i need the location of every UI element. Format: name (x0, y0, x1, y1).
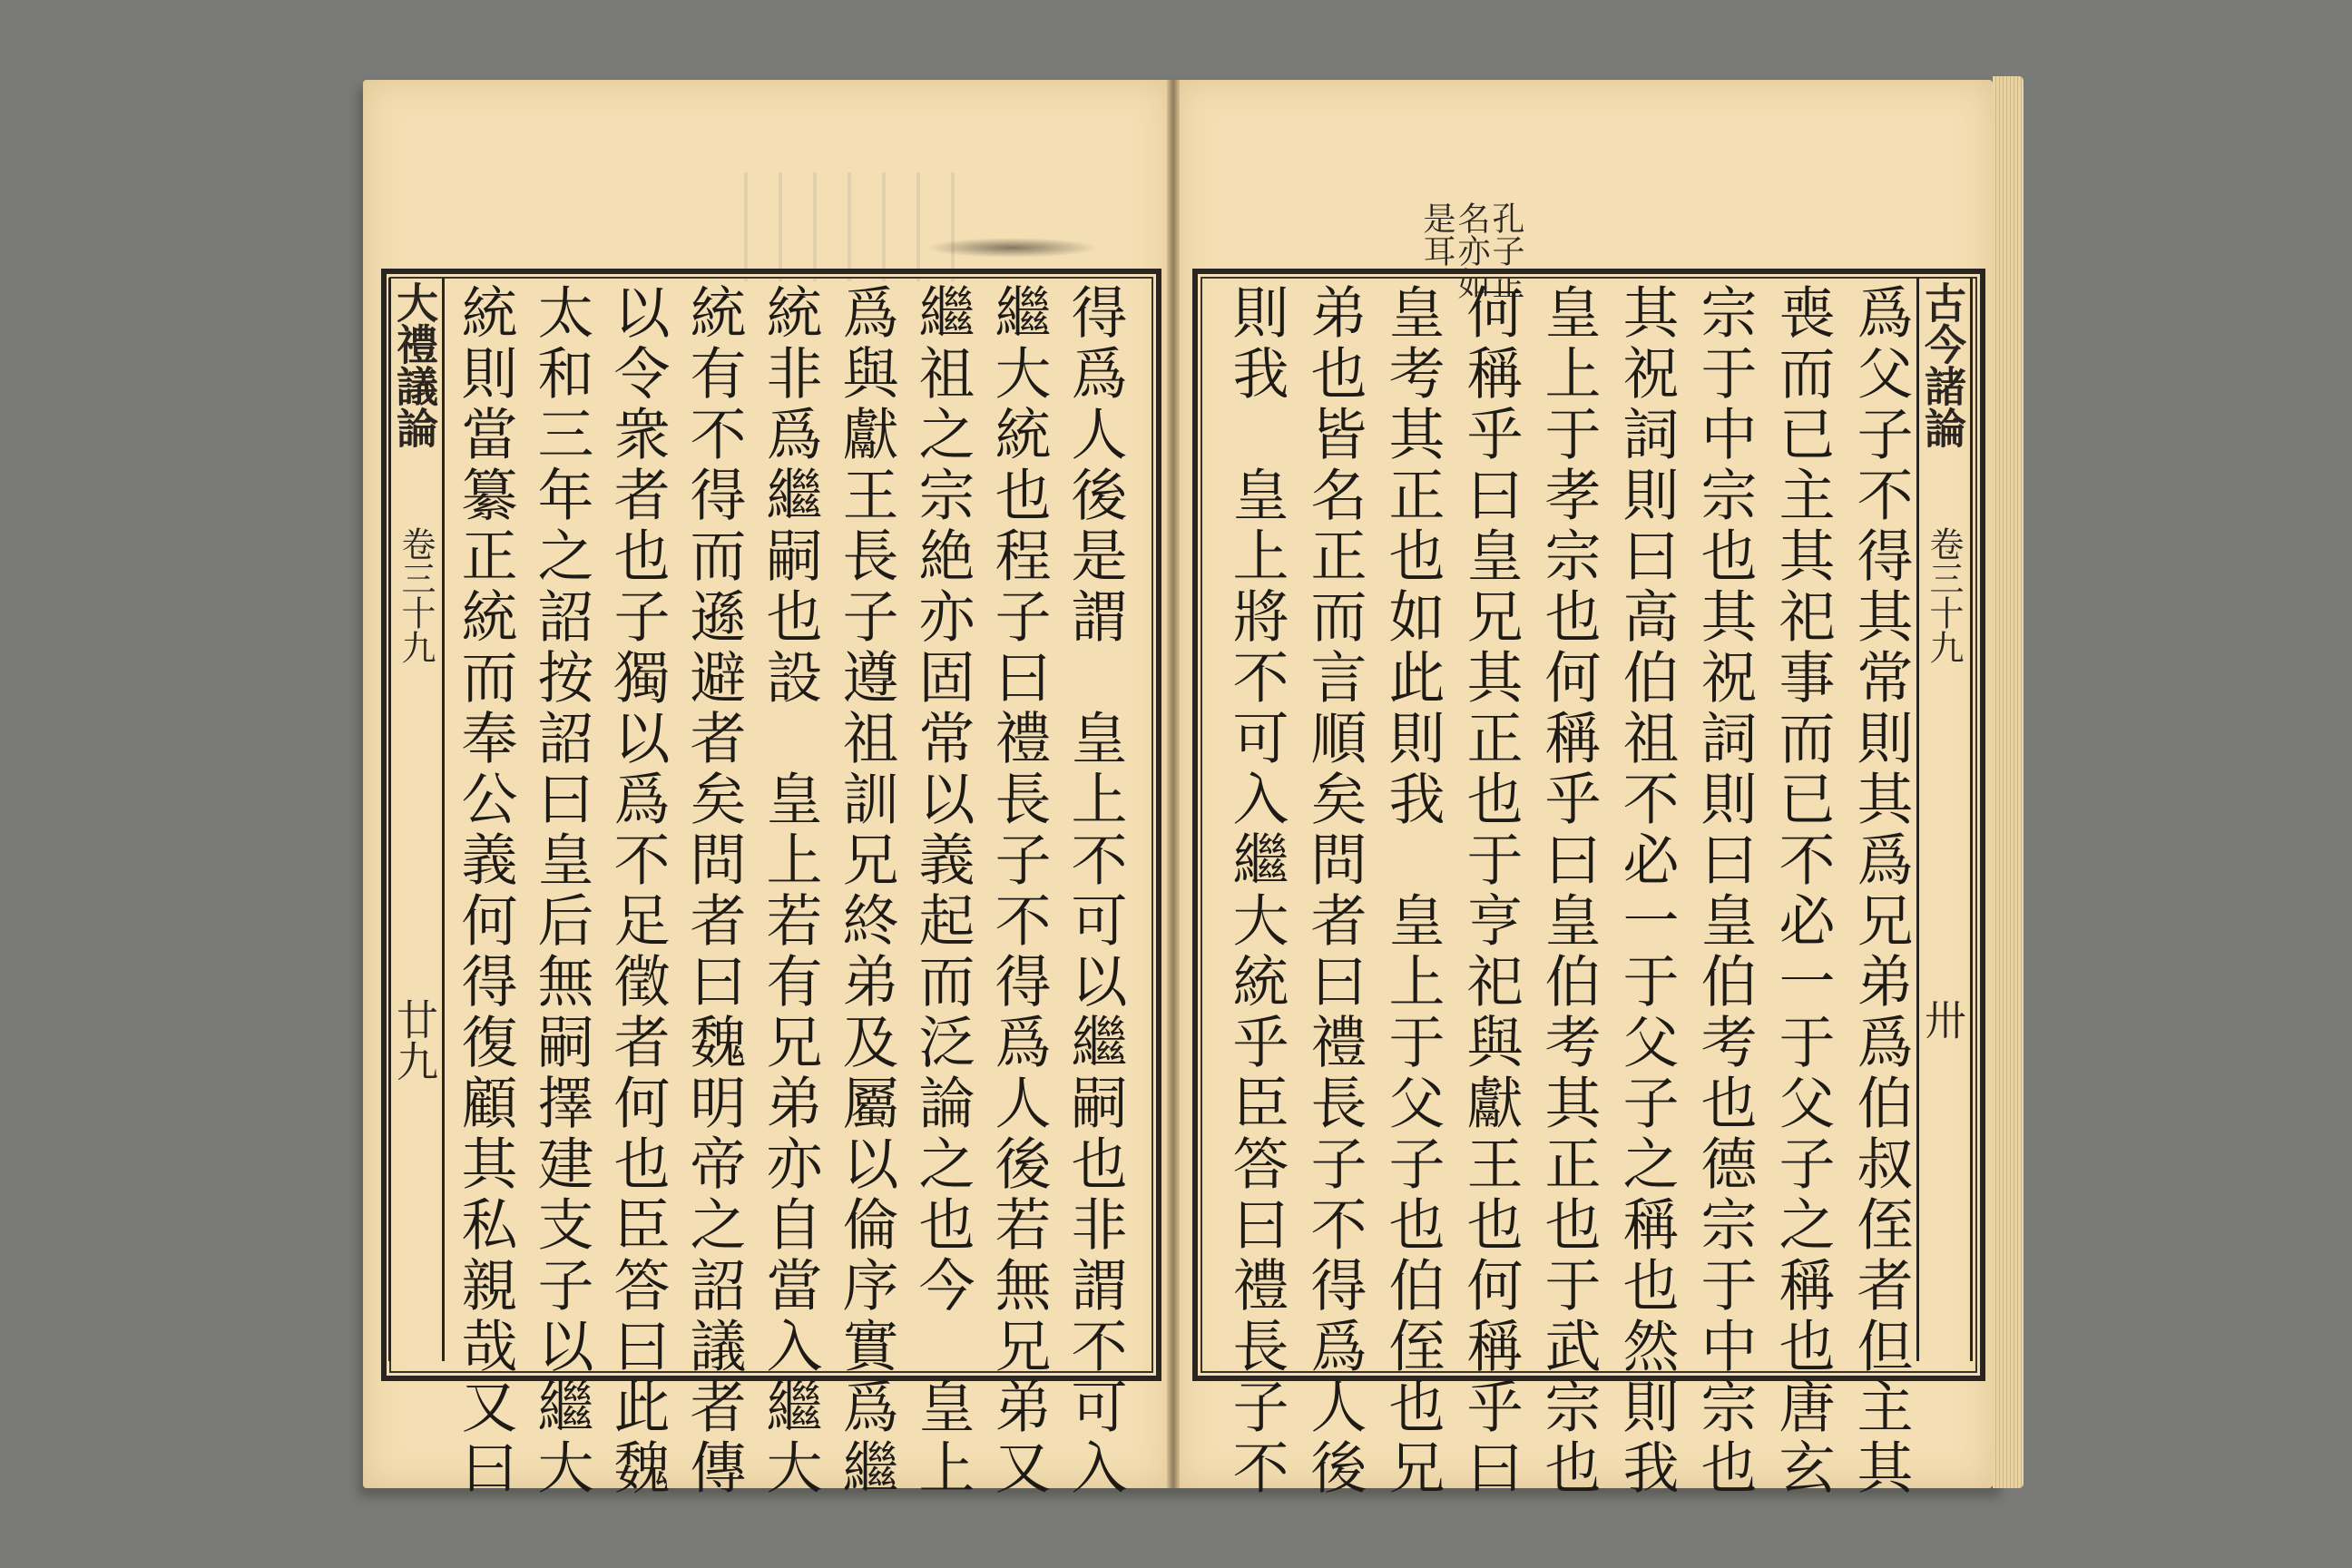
right-text-column-8: 弟也皆名正而言順矣問者曰禮長子不得爲人後 (1301, 283, 1367, 1499)
right-text-column-5: 皇上于孝宗也何稱乎曰皇伯考其正也于武宗也 (1535, 283, 1602, 1499)
marginal-note-line-3: 是耳 (1418, 201, 1455, 267)
right-text-column-2: 喪而已主其祀事而已不必一于父子之稱也唐玄 (1769, 283, 1836, 1499)
left-page-volume-label: 卷三十九 (396, 526, 436, 664)
left-text-column-1: 得爲人後是謂 皇上不可以繼嗣也非謂不可入 (1062, 283, 1128, 1499)
right-text-column-9: 則我 皇上將不可入繼大統乎臣答曰禮長子不 (1223, 283, 1289, 1499)
marginal-note-line-1: 孔子正 (1487, 201, 1524, 299)
right-text-column-3: 宗于中宗也其祝詞則曰皇伯考也德宗于中宗也 (1691, 283, 1758, 1499)
ink-smudge (926, 238, 1098, 258)
left-text-column-2: 繼大統也程子曰禮長子不得爲人後若無兄弟又 (985, 283, 1052, 1499)
left-text-column-9: 統則當纂正統而奉公義何得復顧其私親哉又曰 (452, 283, 518, 1499)
show-through-ink (744, 172, 962, 281)
left-page-number: 廿九 (390, 998, 439, 1082)
right-text-column-4: 其祝詞則曰高伯祖不必一于父子之稱也然則我 (1613, 283, 1680, 1499)
right-page-book-title: 古今諸論 (1918, 281, 1967, 448)
right-page-number: 卅 (1918, 998, 1967, 1040)
left-text-column-3: 繼祖之宗絶亦固常以義起而泛論之也今 皇上 (909, 283, 975, 1499)
right-page-volume-label: 卷三十九 (1924, 526, 1964, 664)
left-text-column-5: 統非爲繼嗣也設 皇上若有兄弟亦自當入繼大 (757, 283, 823, 1499)
right-text-column-6: 何稱乎曰皇兄其正也于亨祀與獻王也何稱乎曰 (1457, 283, 1524, 1499)
right-text-column-1: 爲父子不得其常則其爲兄弟爲伯叔侄者但主其 (1847, 283, 1914, 1499)
left-page-book-title: 大禮議論 (390, 281, 439, 448)
marginal-note-line-2: 名亦如 (1453, 201, 1490, 299)
left-text-column-8: 太和三年之詔按詔曰皇后無嗣擇建支子以繼大 (528, 283, 594, 1499)
page-edges (1993, 76, 2024, 1488)
left-text-column-7: 以令衆者也子獨以爲不足徵者何也臣答曰此魏 (604, 283, 671, 1499)
left-text-column-4: 爲與獻王長子遵祖訓兄終弟及屬以倫序實爲繼 (833, 283, 899, 1499)
left-text-column-6: 統有不得而遜避者矣問者曰魏明帝之詔議者傳 (681, 283, 747, 1499)
right-text-column-7: 皇考其正也如此則我 皇上于父子也伯侄也兄 (1379, 283, 1446, 1499)
book-gutter (1167, 80, 1180, 1488)
